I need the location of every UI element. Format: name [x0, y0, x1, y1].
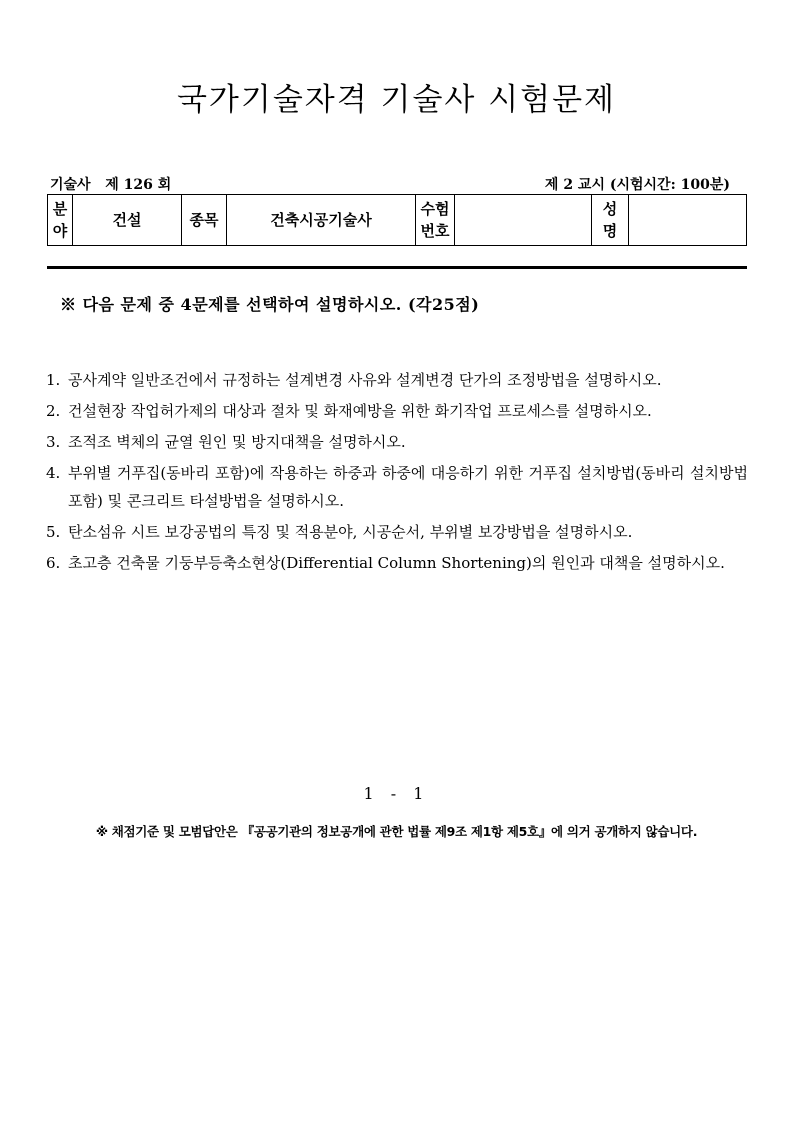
- exam-number-label-top: 수험: [420, 200, 450, 218]
- instruction-text: ※ 다음 문제 중 4문제를 선택하여 설명하시오. (각25점): [60, 295, 480, 314]
- question-number: 5.: [46, 523, 61, 541]
- item-value: 건축시공기술사: [227, 195, 416, 246]
- document-title: 국가기술자격 기술사 시험문제: [176, 82, 616, 118]
- footer-note: ※ 채점기준 및 모범답안은 『공공기관의 정보공개에 관한 법률 제9조 제1항 제5호』에 의거 공개하지 않습니다.: [95, 824, 698, 839]
- question-number: 1.: [46, 371, 61, 389]
- question-text: 조적조 벽체의 균열 원인 및 방지대책을 설명하시오.: [68, 433, 406, 451]
- question-text: 탄소섬유 시트 보강공법의 특징 및 적용분야, 시공순서, 부위별 보강방법을 설명하시오.: [68, 523, 633, 541]
- list-item: [46, 549, 748, 577]
- question-list: [46, 366, 748, 577]
- question-number: 6.: [46, 554, 61, 572]
- field-label-top: 분: [52, 200, 68, 218]
- name-field[interactable]: [629, 195, 747, 246]
- question-number: 3.: [46, 433, 61, 451]
- exam-session: 제 2 교시 (시험시간: 100분): [544, 177, 730, 193]
- exam-number-label-bottom: 번호: [420, 222, 450, 240]
- item-label: 종목: [182, 195, 227, 246]
- list-item: [46, 397, 748, 425]
- candidate-info-table: [47, 194, 747, 246]
- question-text: 초고층 건축물 기둥부등축소현상(Differential Column Shortening)의 원인과 대책을 설명하시오.: [68, 554, 725, 572]
- list-item: [46, 459, 748, 515]
- field-value: 건설: [73, 195, 182, 246]
- question-number: 4.: [46, 464, 61, 482]
- question-text: 부위별 거푸집(동바리 포함)에 작용하는 하중과 하중에 대응하기 위한 거푸집 설치방법(동바리 설치방법 포함) 및 콘크리트 타설방법을 설명하시오.: [68, 464, 748, 510]
- list-item: [46, 366, 748, 394]
- question-text: 건설현장 작업허가제의 대상과 절차 및 화재예방을 위한 화기작업 프로세스를 설명하시오.: [68, 402, 652, 420]
- exam-header: [48, 174, 748, 194]
- question-number: 2.: [46, 402, 61, 420]
- field-label-bottom: 야: [52, 222, 68, 240]
- list-item: [46, 518, 748, 546]
- name-label-cell: [592, 195, 629, 246]
- name-label-top: 성: [602, 200, 618, 218]
- exam-round: 기술사 제 126 회: [50, 177, 172, 193]
- divider-rule: [47, 266, 747, 269]
- name-label-bottom: 명: [602, 222, 618, 240]
- page-number: 1 - 1: [363, 784, 430, 803]
- exam-number-label-cell: [416, 195, 455, 246]
- field-label-cell: [48, 195, 73, 246]
- list-item: [46, 428, 748, 456]
- question-text: 공사계약 일반조건에서 규정하는 설계변경 사유와 설계변경 단가의 조정방법을 설명하시오.: [68, 371, 662, 389]
- exam-number-field[interactable]: [455, 195, 592, 246]
